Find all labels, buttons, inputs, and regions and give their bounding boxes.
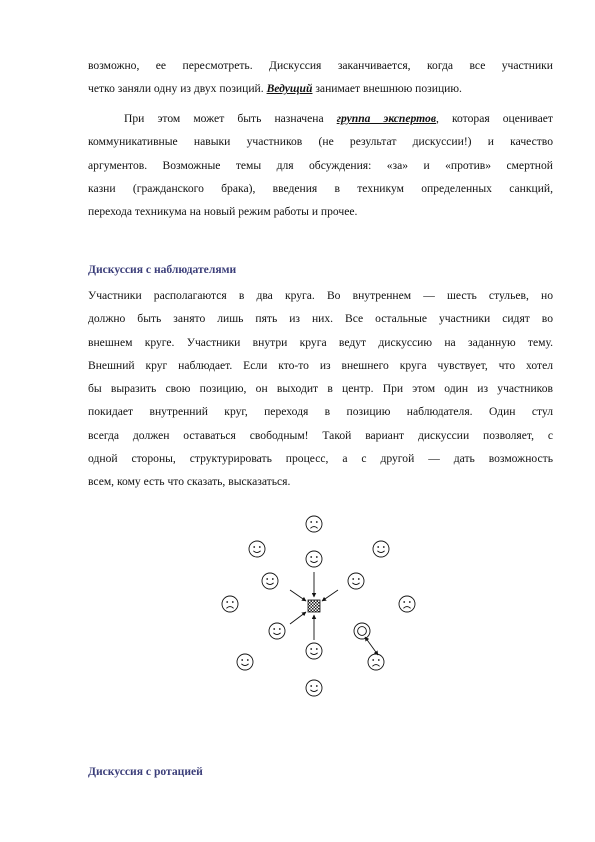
text-fragment: занимает внешнюю позицию. [312, 82, 462, 96]
text-line: Участники располагаются в два круга. Во внутреннем — шесть стульев, но [88, 289, 553, 302]
text-line: казни (гражданского брака), введения в техникум определенных санкций, [88, 181, 553, 195]
text-fragment: четко заняли одну из двух позиций. [88, 82, 264, 96]
sad-face-icon [222, 596, 238, 612]
text-line: коммуникативные навыки участников (не результат дискуссии!) и качество [88, 135, 553, 149]
center-chair-icon [308, 600, 320, 612]
sad-face-icon [368, 654, 384, 670]
smiley-face-icon [306, 643, 322, 659]
text-line [88, 107, 553, 130]
experts-term: группа экспертов [336, 112, 437, 125]
paragraph-2 [88, 107, 553, 223]
paragraph-1 [88, 54, 553, 101]
smiley-face-icon [237, 654, 253, 670]
smiley-face-icon [262, 573, 278, 589]
sad-face-icon [306, 516, 322, 532]
text-fragment: , которая оценивает [436, 112, 553, 125]
text-line: перехода техникума на новый режим работы и прочее. [88, 205, 358, 219]
arrow-icon [290, 590, 306, 601]
smiley-face-icon [348, 573, 364, 589]
text-line: всем, кому есть что сказать, высказаться. [88, 475, 291, 489]
text-line: возможно, ее пересмотреть. Дискуссия заканчивается, когда все участники [88, 59, 553, 72]
arrows [290, 572, 378, 655]
smiley-face-icon [269, 623, 285, 639]
text-line: аргументов. Возможные темы для обсуждения: «за» и «против» смертной [88, 158, 553, 172]
smiley-face-icon [306, 680, 322, 696]
text-line: Внешний круг наблюдает. Если кто-то из внешнего круга чувствует, что хотел [88, 358, 553, 372]
paragraph-3 [88, 284, 553, 494]
observer-discussion-diagram [210, 512, 425, 702]
empty-seat-icon [354, 623, 370, 639]
smiley-face-icon [306, 551, 322, 567]
text-line [88, 77, 553, 100]
section-heading: Дискуссия с ротацией [88, 765, 203, 778]
text-line: одной стороны, структурировать процесс, а с другой — дать возможность [88, 452, 553, 466]
text-line: всегда должен оставаться свободным! Такой вариант дискуссии позволяет, с [88, 428, 553, 442]
arrow-icon [365, 637, 378, 655]
text-fragment: При этом может быть назначена [124, 112, 337, 125]
text-line: покидает внутренний круг, переходя в позицию наблюдателя. Один стул [88, 405, 553, 419]
sad-face-icon [399, 596, 415, 612]
text-line: внешнем круге. Участники внутри круга ведут дискуссию на заданную тему. [88, 335, 553, 349]
arrow-icon [322, 590, 338, 601]
section-heading: Дискуссия с наблюдателями [88, 263, 237, 276]
text-line: должно быть занято лишь пять из них. Все остальные участники сидят во [88, 312, 553, 326]
leader-term: Ведущий [266, 82, 313, 96]
text-line: бы выразить свою позицию, он выходит в центр. При этом один из участников [88, 382, 553, 396]
smiley-face-icon [249, 541, 265, 557]
smiley-face-icon [373, 541, 389, 557]
arrow-icon [290, 612, 306, 624]
